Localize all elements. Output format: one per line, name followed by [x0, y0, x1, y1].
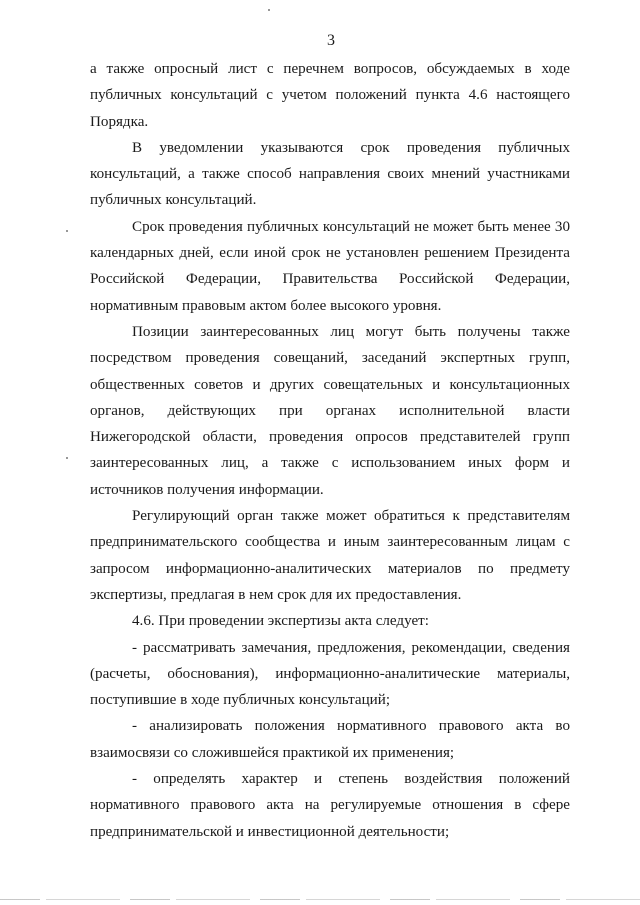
paragraph: Срок проведения публичных консультаций не может быть менее 30 календарных дней, если иной срок не установлен решением Президента Российской Федерации, Правительства Российской Федерации, нормативным правовым актом более высокого уровня. [90, 218, 570, 314]
paragraph: В уведомлении указываются срок проведения публичных консультаций, а также способ направления своих мнений участниками публичных консультаций. [90, 139, 570, 209]
paragraph: 4.6. При проведении экспертизы акта следует: [132, 613, 429, 630]
scan-speck [268, 9, 270, 11]
scan-speck [66, 457, 68, 459]
list-item: - определять характер и степень воздействия положений нормативного правового акта на регулируемые отношения в сфере предпринимательской и инвестиционной деятельности; [90, 771, 570, 840]
paragraph: а также опросный лист с перечнем вопросов, обсуждаемых в ходе публичных консультаций с учетом положений пункта 4.6 настоящего Порядка. [90, 61, 570, 130]
list-item: - анализировать положения нормативного правового акта во взаимосвязи со сложившейся практикой их применения; [90, 718, 570, 761]
paragraph: Позиции заинтересованных лиц могут быть получены также посредством проведения совещаний, заседаний экспертных групп, общественных советов и других совещательных и консультационных органов, действующих при органах исполнительной власти Нижегородской области, проведения опросов представителей групп заинтересованных лиц, а также с использованием иных форм и источников получения информации. [90, 323, 570, 498]
page-number: 3 [327, 32, 335, 49]
footer-scan-line [0, 899, 640, 900]
paragraph: Регулирующий орган также может обратиться к представителям предпринимательского сообщества и иным заинтересованным лицам с запросом информационно-аналитических материалов по предмету экспертизы, предлагая в нем срок для их предоставления. [90, 508, 570, 603]
scan-speck [66, 230, 68, 232]
list-item: - рассматривать замечания, предложения, рекомендации, сведения (расчеты, обоснования), информационно-аналитические материалы, поступившие в ходе публичных консультаций; [90, 639, 570, 709]
document-body [90, 56, 570, 845]
